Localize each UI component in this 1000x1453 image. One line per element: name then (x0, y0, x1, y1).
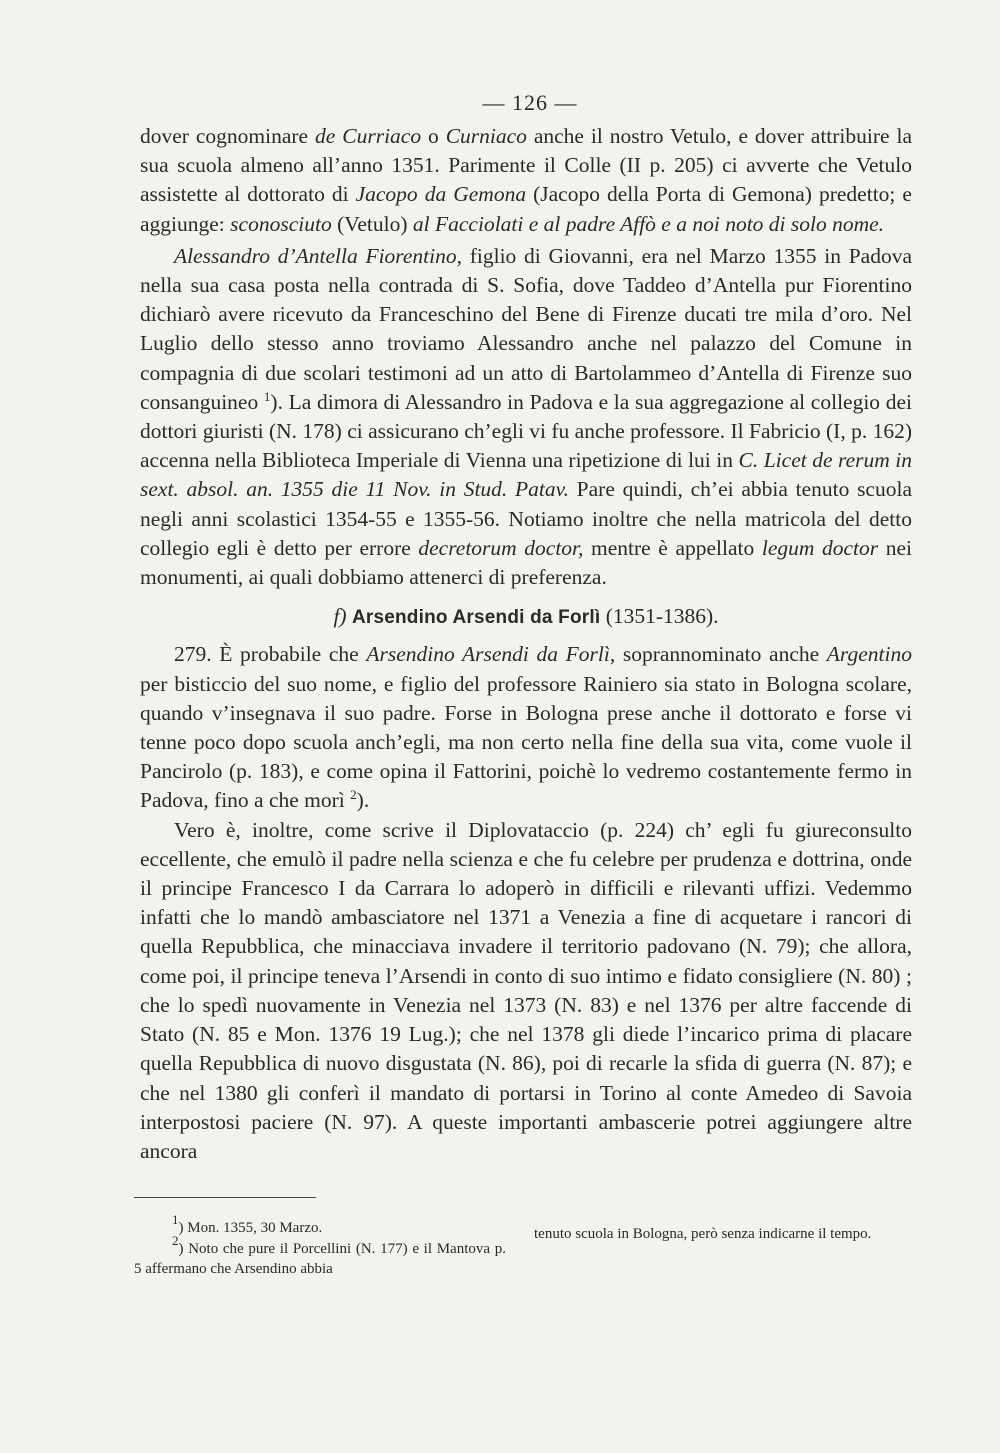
italic-run: sconosciuto (230, 211, 332, 236)
paragraph-alessandro (140, 242, 912, 592)
italic-run: legum doctor (761, 535, 879, 560)
paragraph-arsendino (140, 640, 912, 815)
text-run: mentre è appellato (583, 535, 762, 560)
italic-run: Alessandro d’Antella Fiorentino, (174, 243, 462, 268)
heading-years: (1351-1386). (605, 604, 719, 629)
italic-run: de Curriaco (315, 124, 422, 148)
text-run: o (421, 124, 446, 148)
footnote-ref[interactable]: 1 (263, 388, 271, 404)
footnote-mark: 1 (172, 1212, 179, 1227)
footnote-divider (134, 1197, 316, 1198)
text-run: (Vetulo) (331, 211, 413, 236)
page-number: — 126 — (482, 90, 578, 115)
heading-name: Arsendino Arsendi da Forlì (351, 607, 601, 629)
text-run: per bisticcio del suo nome, e figlio del professore Rainiero sia stato in Bologna scolare, quando v’insegnava il suo padre. Forse in Bologna prese anche il dottorato e forse vi tenne poco dopo scuola anch’egli, ma non certo nella fine della sua vita, come vuole il Pancirolo (p. 183), e come opina il Fattorini, poichè lo vedremo costantemente fermo in Padova, fino a che morì (140, 671, 912, 813)
italic-run: Argentino (826, 642, 912, 667)
footnote-mark: 2 (172, 1232, 179, 1248)
footnote-text: ) Noto che pure il Porcellini (N. 177) e il Mantova p. 5 affermano che Arsendino abbia (134, 1240, 506, 1277)
italic-run: Arsendino Arsendi da Forlì, (366, 642, 616, 667)
footnote-text: ) Mon. 1355, 30 Marzo. (178, 1220, 323, 1236)
italic-run: decretorum doctor, (418, 535, 584, 560)
paragraph-diplovataccio (140, 816, 912, 1166)
text-run: 279. È probabile che (174, 642, 367, 667)
footnote-1 (134, 1212, 506, 1239)
text-run: Vero è, inoltre, come scrive il Diplovataccio (p. 224) ch’ egli fu giureconsulto eccellente, che emulò il padre nella scienza e che fu celebre per prudenza e dottrina, onde il principe Francesco I da Carrara lo adoperò in difficili e rilevanti uffizi. Vedemmo infatti che lo mandò ambasciatore nel 1371 a Venezia a fine di acquetare i rancori di quella Repubblica, che minacciava invadere il territorio padovano (N. 79); che allora, come poi, il principe teneva l’Arsendi in conto di suo intimo e fidato consigliere (N. 80) ; che lo spedì nuovamente in Venezia nel 1373 (N. 83) e nel 1376 per altre faccende di Stato (N. 85 e Mon. 1376 19 Lug.); che nel 1378 gli diede l’incarico prima di placare quella Repubblica di nuovo disgustata (N. 86), poi di recarle la sfida di guerra (N. 87); e che nel 1380 gli conferì il mandato di portarsi in Torino al conte Amedeo di Savoia interpostosi paciere (N. 97). A queste importanti ambascerie potrei aggiungere altre ancora (140, 817, 912, 1163)
text-run: ). La dimora di Alessandro in Padova e la sua aggregazione al collegio dei dottori giuristi (N. 178) ci assicurano ch’egli vi fu anche professore. Il Fabricio (I, p. 162) accenna nella Biblioteca Imperiale di Vienna una ripetizione di lui in (140, 389, 913, 473)
body-text (140, 122, 912, 1166)
footnote-column-right (534, 1224, 908, 1245)
text-run: Pare quindi, ch’ei abbia tenuto scuola negli anni scolastici 1354-55 e 1355-56. Notiamo inoltre che nella matricola del detto collegio egli è detto per errore (140, 477, 912, 560)
text-run: figlio di Giovanni, era nel Marzo 1355 in Padova nella sua casa posta nella contrada di S. Sofia, dove Taddeo d’Antella pur Fiorentino dichiarò avere ricevuto da Franceschino del Bene di Firenze ducati tre mila d’oro. Nel Luglio dello stesso anno troviamo Alessandro anche nel palazzo del Comune in compagnia di due scolari testimoni ad un atto di Bartolammeo d’Antella di Firenze suo consanguineo (140, 243, 912, 414)
text-run: anche il nostro Vetulo, e dover attribuire la sua scuola almeno all’anno 1351. Parimente il Colle (II p. 205) ci avverte che Vetulo assistette al dottorato di (140, 124, 913, 207)
italic-run: C. Licet de rerum in sext. absol. an. 1355 die 11 Nov. in Stud. Patav. (140, 448, 912, 502)
italic-run: al Facciolati e al padre Affò e a noi noto di solo nome. (412, 211, 885, 236)
text-run: nei monumenti, ai quali dobbiamo attenerci di preferenza. (140, 535, 912, 590)
footnote-column-left (134, 1212, 506, 1280)
footnote-ref[interactable]: 2 (350, 787, 357, 803)
section-heading (140, 602, 912, 632)
text-run: ). (356, 788, 370, 813)
text-run: dover cognominare (140, 124, 316, 148)
text-run: soprannominato anche (615, 642, 827, 667)
italic-run: Curniaco (445, 124, 527, 148)
text-run: (Jacopo della Porta di Gemona) predetto; e aggiunge: (140, 182, 912, 236)
italic-run: Jacopo da Gemona (355, 182, 527, 207)
heading-letter: f) (333, 604, 347, 629)
footnote-2-continued: tenuto scuola in Bologna, però senza indicarne il tempo. (534, 1226, 872, 1242)
footnote-2 (134, 1232, 506, 1280)
paragraph-vetulo (140, 122, 912, 239)
